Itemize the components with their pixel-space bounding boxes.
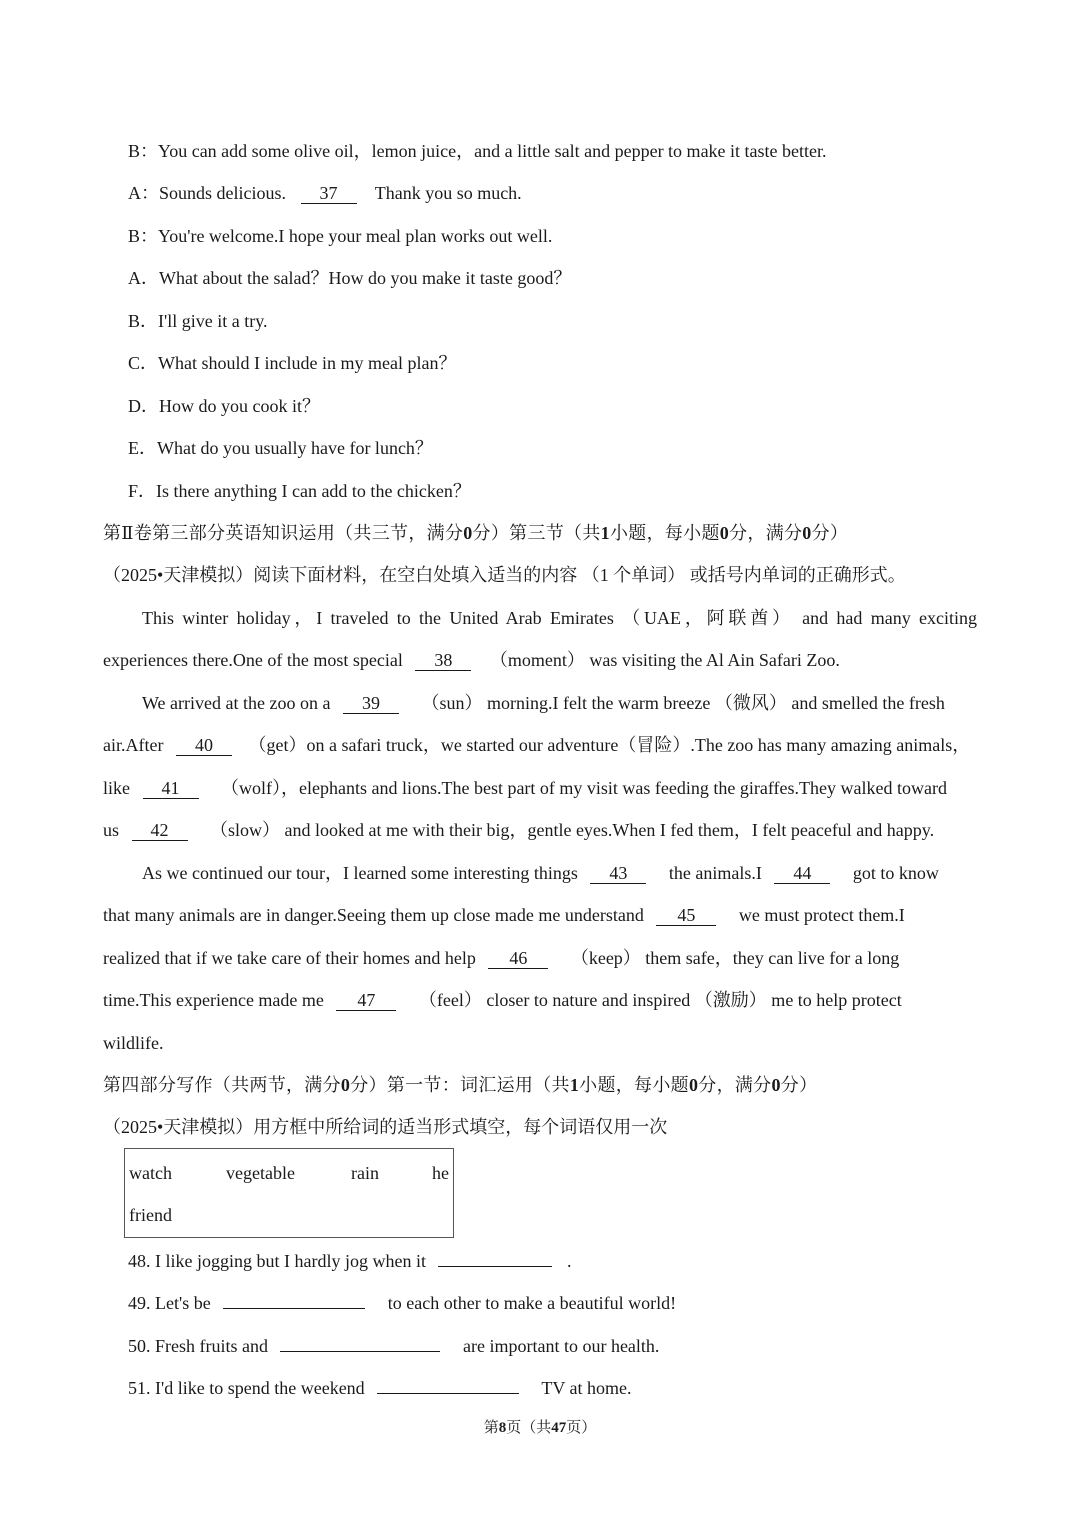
blank-45[interactable]: 45 — [656, 905, 716, 926]
dialog-line-a2 — [128, 181, 522, 205]
page-total: 47 — [551, 1420, 567, 1436]
blank-43[interactable]: 43 — [590, 863, 646, 884]
answer-blank-50[interactable] — [280, 1351, 440, 1352]
passage-line: that many animals are in danger.Seeing them up close made me understand 45 we must protect them.I — [103, 905, 905, 925]
passage-line: time.This experience made me 47 （feel） closer to nature and inspired （激励） me to help protect — [103, 990, 902, 1010]
passage-line: experiences there.One of the most special 38 （moment） was visiting the Al Ain Safari Zoo. — [103, 650, 840, 670]
passage-line: us 42 （slow） and looked at me with their big，gentle eyes.When I fed them，I felt peaceful and happy. — [103, 820, 935, 840]
passage-line: realized that if we take care of their homes and help 46 （keep） them safe，they can live for a long — [103, 948, 900, 968]
blank-47[interactable]: 47 — [336, 990, 396, 1011]
question-49: 49. Let's be to each other to make a beautiful world! — [128, 1293, 677, 1313]
blank-37[interactable]: 37 — [301, 183, 357, 204]
word-box-item: friend — [129, 1205, 172, 1225]
blank-42[interactable]: 42 — [132, 820, 188, 841]
blank-39[interactable]: 39 — [343, 693, 399, 714]
passage-line: This winter holiday，I traveled to the United Arab Emirates （UAE，阿联酋） and had many exciting — [142, 608, 977, 628]
dialog-line-b3: B：You're welcome.I hope your meal plan works out well. — [128, 226, 553, 246]
dialog-line-b1: B：You can add some olive oil，lemon juice，and a little salt and pepper to make it taste better. — [128, 141, 827, 161]
passage-line: like 41 （wolf），elephants and lions.The best part of my visit was feeding the giraffes.They walked toward — [103, 778, 947, 798]
dialog-text: A：Sounds delicious. — [128, 183, 287, 203]
section4-header: 第四部分写作（共两节，满分0分）第一节：词汇运用（共1小题，每小题0分，满分0分） — [103, 1075, 818, 1095]
passage-line: As we continued our tour，I learned some interesting things 43 the animals.I 44 got to know — [142, 863, 939, 883]
question-50: 50. Fresh fruits and are important to our health. — [128, 1336, 660, 1356]
answer-blank-48[interactable] — [438, 1266, 552, 1267]
answer-blank-49[interactable] — [223, 1308, 365, 1309]
blank-38[interactable]: 38 — [415, 650, 471, 671]
section3-instruction: （2025•天津模拟）阅读下面材料，在空白处填入适当的内容 （1 个单词） 或括号内单词的正确形式。 — [103, 565, 906, 585]
page-footer: 第8页（共47页） — [483, 1420, 597, 1436]
option-e: E．What do you usually have for lunch？ — [128, 438, 433, 458]
section3-header: 第Ⅱ卷第三部分英语知识运用（共三节，满分0分）第三节（共1小题，每小题0分，满分0分） — [103, 523, 849, 543]
passage-line: wildlife. — [103, 1033, 164, 1053]
word-box — [124, 1148, 454, 1238]
page-number: 8 — [498, 1420, 507, 1436]
option-b: B．I'll give it a try. — [128, 311, 268, 331]
passage-line: We arrived at the zoo on a 39 （sun） morning.I felt the warm breeze （微风） and smelled the fresh — [142, 693, 945, 713]
option-f: F．Is there anything I can add to the chicken？ — [128, 481, 471, 501]
blank-41[interactable]: 41 — [143, 778, 199, 799]
section4-instruction: （2025•天津模拟）用方框中所给词的适当形式填空，每个词语仅用一次 — [103, 1117, 668, 1137]
option-c: C．What should I include in my meal plan？ — [128, 353, 457, 373]
blank-40[interactable]: 40 — [176, 735, 232, 756]
option-d: D．How do you cook it？ — [128, 396, 320, 416]
dialog-text: Thank you so much. — [374, 183, 522, 203]
answer-blank-51[interactable] — [377, 1393, 519, 1394]
word-box-item: rain — [351, 1163, 379, 1183]
question-48: 48. I like jogging but I hardly jog when it . — [128, 1251, 572, 1271]
word-box-item: he — [432, 1163, 449, 1183]
blank-46[interactable]: 46 — [488, 948, 548, 969]
passage-line: air.After 40 （get）on a safari truck，we started our adventure（冒险）.The zoo has many amazing animals， — [103, 735, 971, 755]
option-a: A．What about the salad？How do you make it taste good？ — [128, 268, 572, 288]
word-box-item: watch — [129, 1163, 172, 1183]
word-box-item: vegetable — [226, 1163, 295, 1183]
blank-44[interactable]: 44 — [774, 863, 830, 884]
question-51: 51. I'd like to spend the weekend TV at home. — [128, 1378, 632, 1398]
